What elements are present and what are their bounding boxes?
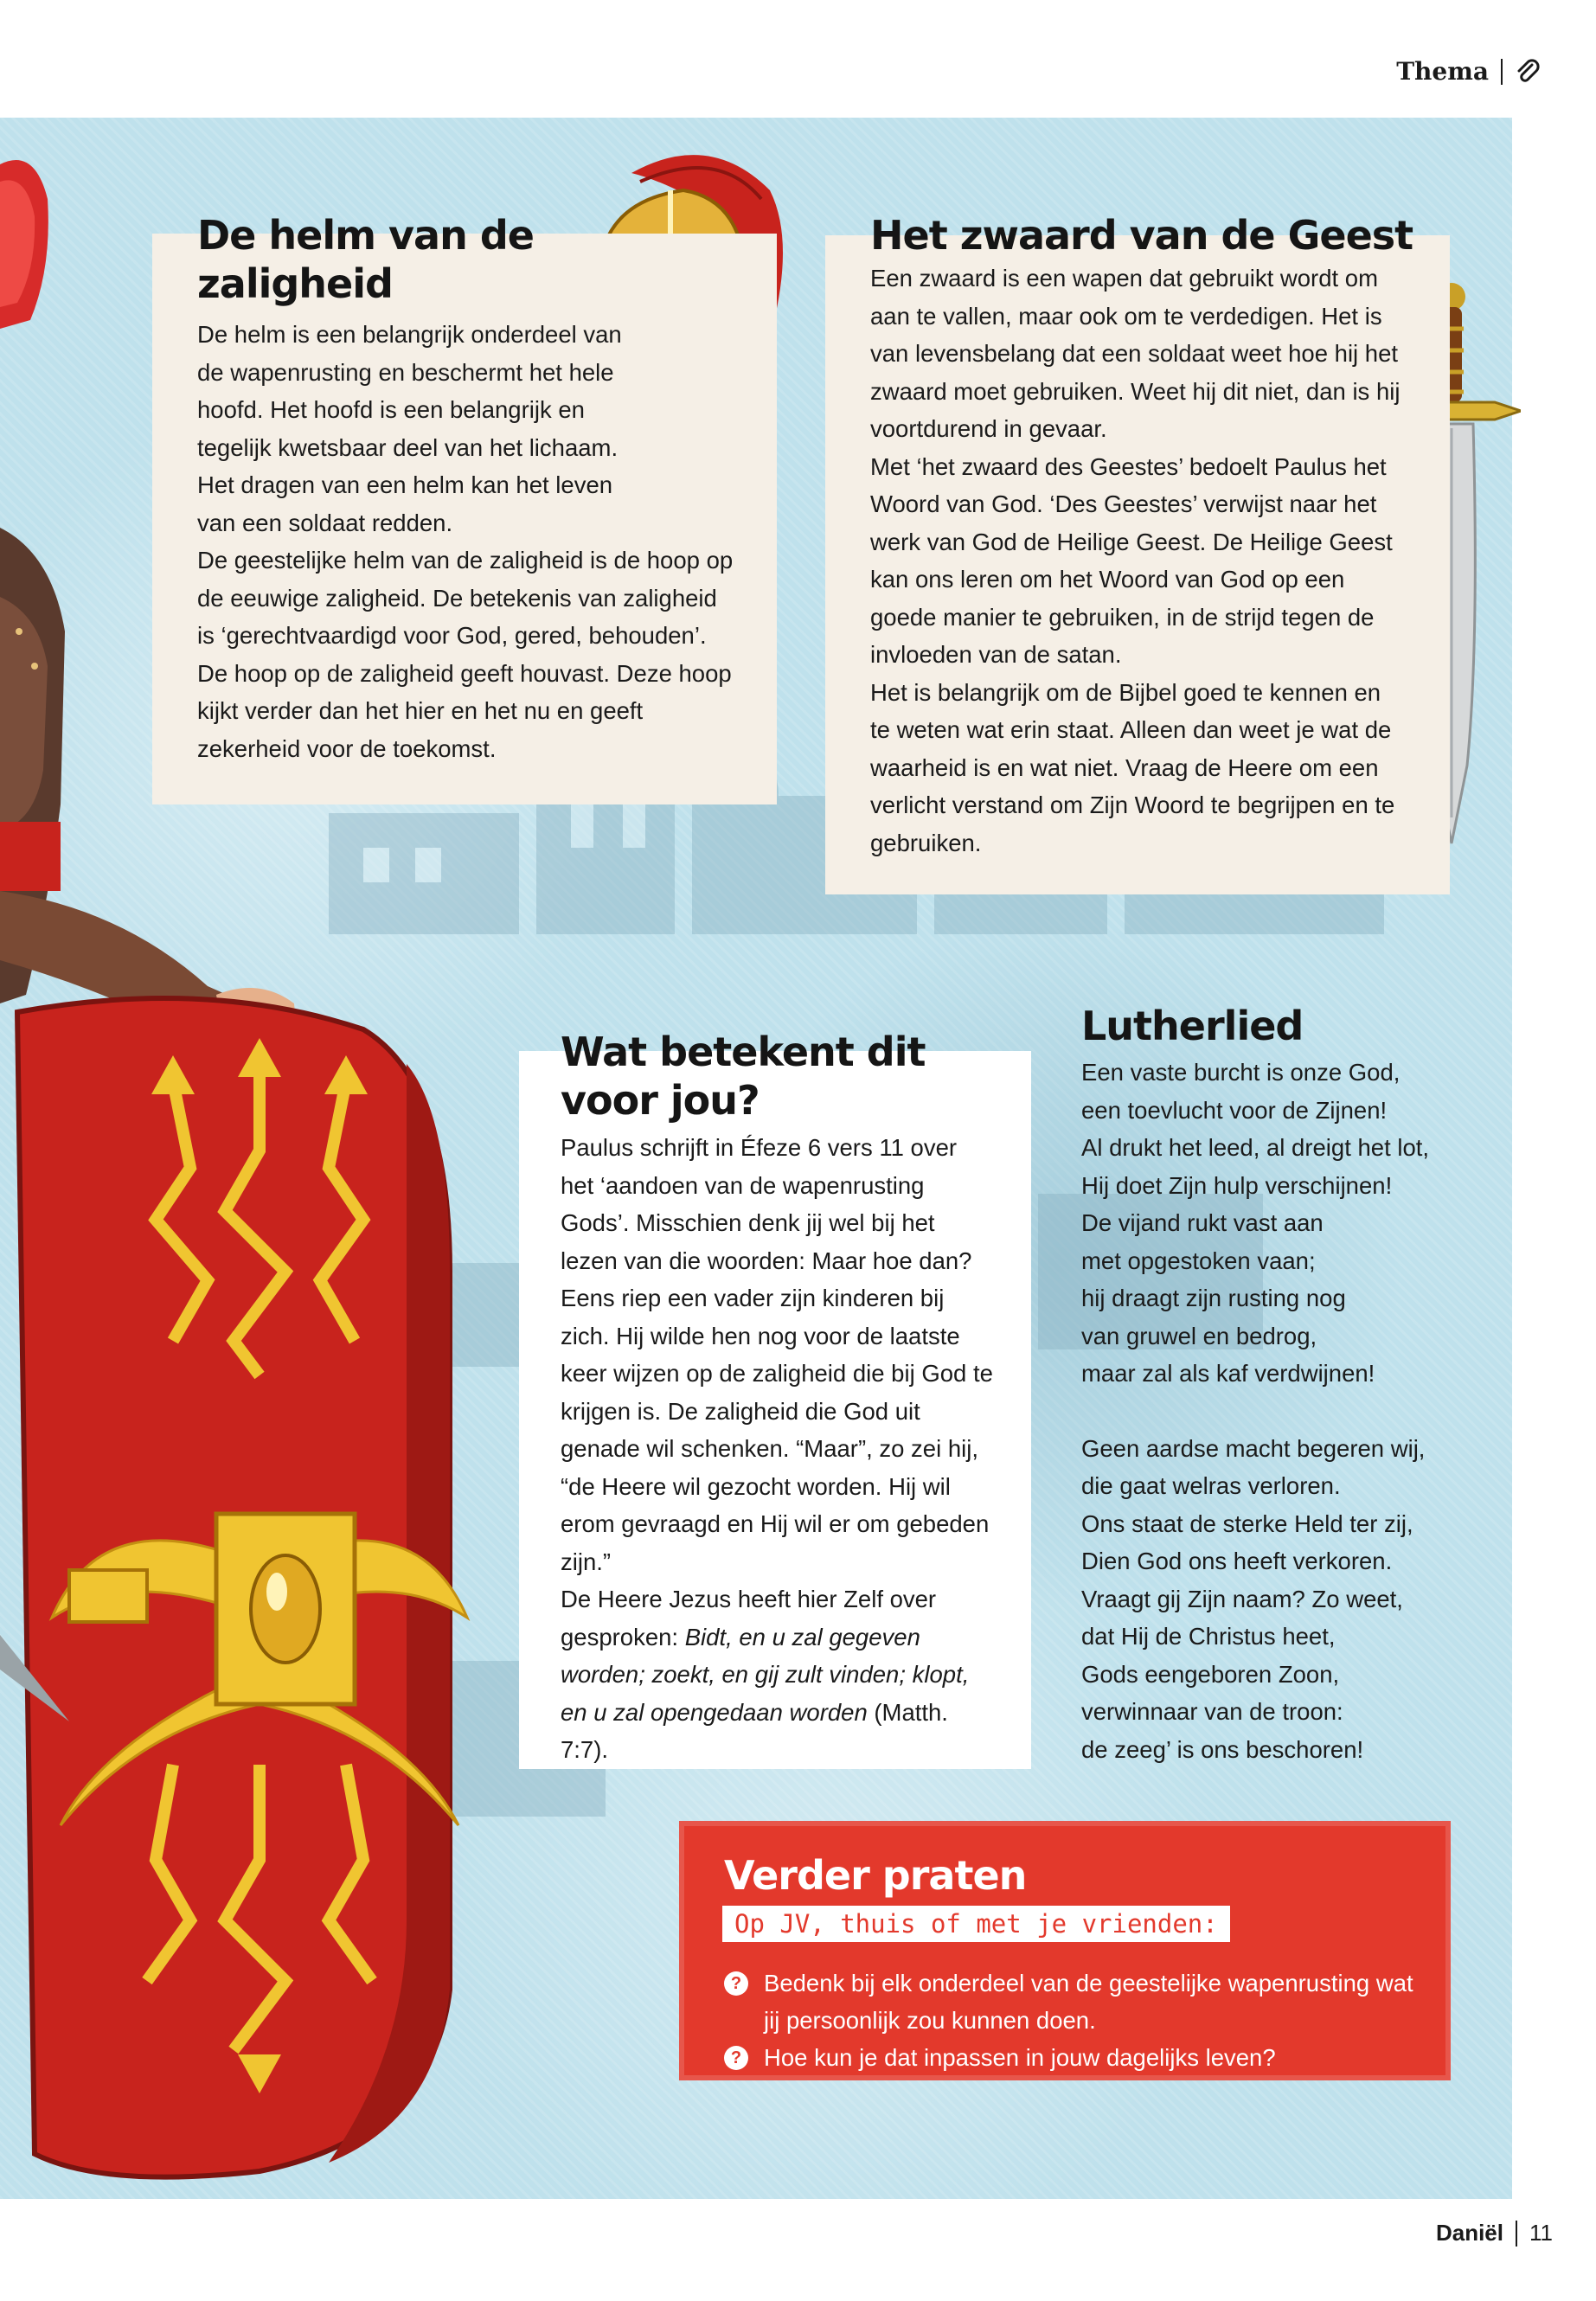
stanza-1	[1081, 1054, 1479, 1393]
page-header	[1396, 57, 1541, 86]
page-footer	[1436, 2220, 1553, 2247]
lyric-line: dat Hij de Christus heet,	[1081, 1623, 1336, 1650]
lyric-line: Vraagt gij Zijn naam? Zo weet,	[1081, 1585, 1403, 1612]
lyric-line: Hij doet Zijn hulp verschijnen!	[1081, 1171, 1393, 1199]
lyric-line: hij draagt zijn rusting nog	[1081, 1285, 1346, 1311]
lyric-line: van gruwel en bedrog,	[1081, 1322, 1317, 1349]
paperclip-icon	[1515, 59, 1541, 85]
callout-tagline: Op JV, thuis of met je vrienden:	[722, 1906, 1230, 1942]
question-text: Hoe kun je dat inpassen in jouw dagelijks leven?	[764, 2044, 1276, 2071]
divider	[1516, 2221, 1517, 2247]
lyric-line: die gaat welras verloren.	[1081, 1472, 1341, 1499]
question-circle-icon: ?	[724, 1971, 748, 1996]
lyric-line: met opgestoken vaan;	[1081, 1247, 1316, 1274]
betekent-title: Wat betekent dit voor jou?	[561, 1029, 926, 1124]
betekent-paragraph-2	[561, 1580, 993, 1769]
lyric-line: Een vaste burcht is onze God,	[1081, 1059, 1401, 1086]
lyric-line: maar zal als kaf verdwijnen!	[1081, 1360, 1375, 1387]
zwaard-text	[870, 260, 1407, 862]
helm-paragraph: De geestelijke helm van de zaligheid is de hoop op de eeuwige zaligheid. De betekenis van zaligheid is ‘gerechtvaardigd voor God, gered, behouden’. De hoop op de zaligheid geeft houvast. Deze hoop kijkt verder dan het hier en het nu en geeft zekerheid voor de toekomst.	[197, 547, 734, 762]
question-item	[724, 1965, 1433, 2039]
bible-reference: (Matth. 7:7).	[561, 1698, 948, 1763]
zwaard-paragraph: Het is belangrijk om de Bijbel goed te kennen en te weten wat erin staat. Alleen dan weet je wat de waarheid is en wat niet. Vraag de Heere om een verlicht verstand om Zijn Woord te begrijpen en te gebruiken.	[870, 678, 1395, 856]
betekent-intro: De Heere Jezus heeft hier Zelf over gesproken:	[561, 1586, 937, 1650]
helm-text	[197, 316, 734, 767]
lutherlied-text	[1081, 1054, 1479, 1805]
question-list	[724, 1965, 1433, 2076]
lyric-line: Geen aardse macht begeren wij,	[1081, 1434, 1426, 1462]
lyric-line: Gods eengeboren Zoon,	[1081, 1660, 1340, 1688]
question-circle-icon: ?	[724, 2046, 748, 2070]
betekent-text	[561, 1129, 993, 1769]
callout-title: Verder praten	[724, 1852, 1027, 1899]
helm-title: De helm van de zaligheid	[197, 212, 534, 307]
helm-paragraph: De helm is een belangrijk onderdeel van de wapenrusting en beschermt het hele hoofd. Het hoofd is een belangrijk en tegelijk kwetsbaar deel van het lichaam. Het dragen van een helm kan het leven van een soldaat redden.	[197, 321, 622, 536]
lyric-line: Dien God ons heeft verkoren.	[1081, 1548, 1393, 1574]
question-item	[724, 2039, 1433, 2076]
page-number: 11	[1529, 2220, 1553, 2246]
zwaard-title: Het zwaard van de Geest	[870, 212, 1413, 259]
magazine-name: Daniël	[1435, 2220, 1503, 2246]
lyric-line: Ons staat de sterke Held ter zij,	[1081, 1509, 1413, 1537]
stanza-2	[1081, 1430, 1479, 1769]
section-label: Thema	[1396, 57, 1489, 86]
lyric-line: Al drukt het leed, al dreigt het lot,	[1081, 1134, 1430, 1161]
divider	[1501, 59, 1503, 85]
bible-quote: Bidt, en u zal gegeven worden; zoekt, en gij zult vinden; klopt, en u zal opengedaan worden	[561, 1623, 970, 1726]
lyric-line: een toevlucht voor de Zijnen!	[1081, 1096, 1388, 1124]
lutherlied-title: Lutherlied	[1081, 1003, 1304, 1049]
betekent-paragraph: Paulus schrijft in Éfeze 6 vers 11 over het ‘aandoen van de wapenrusting Gods’. Misschien denk jij wel bij het lezen van die woorden: Maar hoe dan? Eens riep een vader zijn kinderen bij zich. Hij wilde hen nog voor de laatste keer wijzen op de zaligheid die bij God te krijgen is. De zaligheid die God uit genade wil schenken. “Maar”, zo zei hij, “de Heere wil gezocht worden. Hij wil erom gevraagd en Hij wil er om gebeden zijn.”	[561, 1134, 993, 1575]
verder-praten-callout	[679, 1821, 1451, 2080]
lyric-line: verwinnaar van de troon:	[1081, 1698, 1343, 1725]
lyric-line: De vijand rukt vast aan	[1081, 1209, 1324, 1236]
zwaard-paragraph: Met ‘het zwaard des Geestes’ bedoelt Paulus het Woord van God. ‘Des Geestes’ verwijst naar het werk van God de Heilige Geest. De Heilige Geest kan ons leren om het Woord van God op een goede manier te gebruiken, in de strijd tegen de invloeden van de satan.	[870, 452, 1393, 668]
question-text: Bedenk bij elk onderdeel van de geestelijke wapenrusting wat jij persoonlijk zou kunnen doen.	[764, 1970, 1413, 2034]
lyric-line: de zeeg’ is ons beschoren!	[1081, 1735, 1364, 1763]
zwaard-paragraph: Een zwaard is een wapen dat gebruikt wordt om aan te vallen, maar ook om te verdedigen. Het is van levensbelang dat een soldaat weet hoe hij het zwaard moet gebruiken. Weet hij dit niet, dan is hij voortdurend in gevaar.	[870, 265, 1401, 442]
